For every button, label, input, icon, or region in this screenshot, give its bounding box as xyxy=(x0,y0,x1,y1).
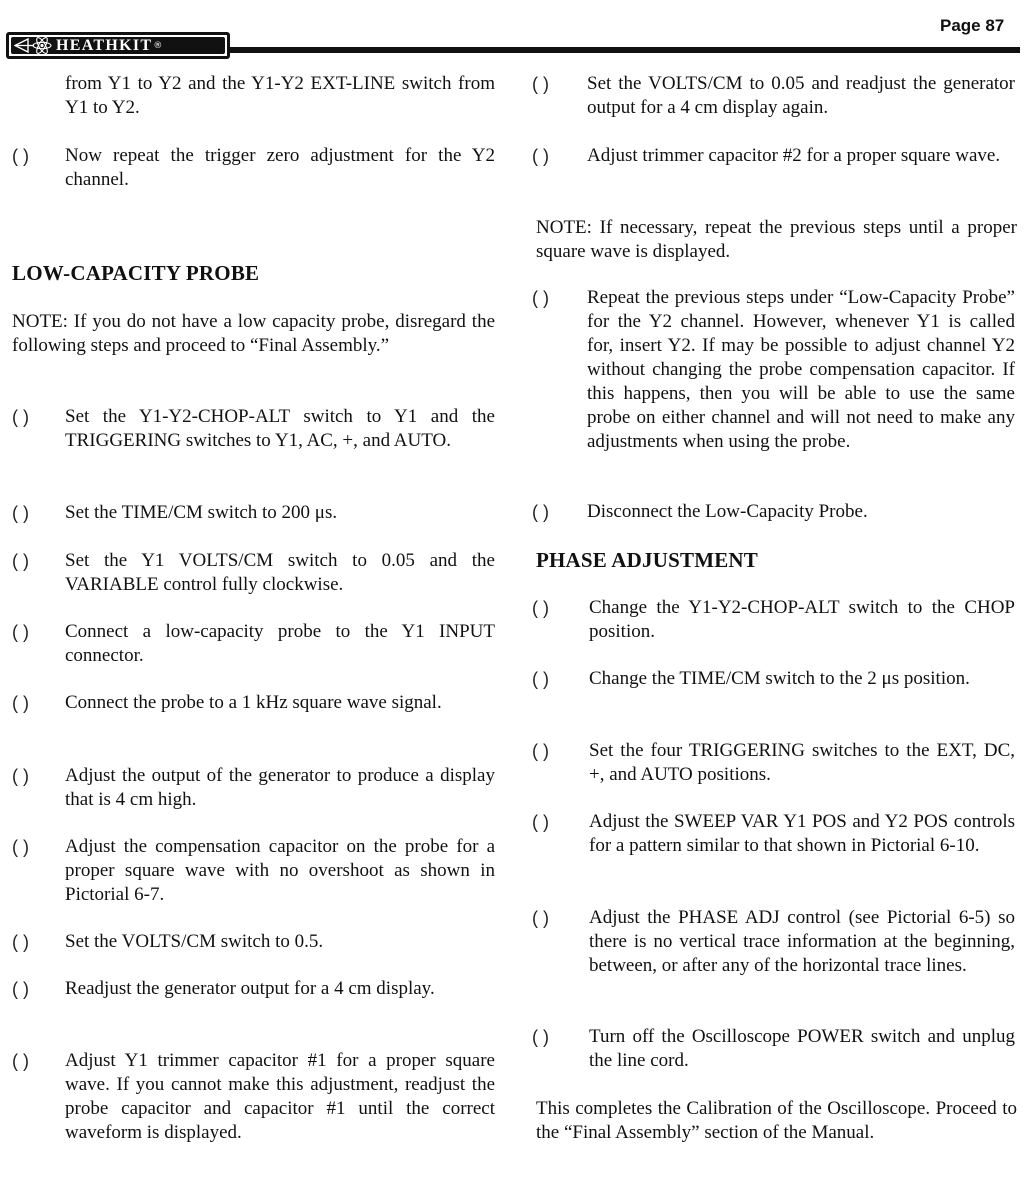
step-text: Adjust the compensation capacitor on the probe for a proper square wave with no overshoot as shown in Pictorial 6-7. xyxy=(65,836,495,905)
checkbox[interactable]: ( ) xyxy=(532,146,549,166)
step-text: Set the Y1-Y2-CHOP-ALT switch to Y1 and the TRIGGERING switches to Y1, AC, +, and AUTO. xyxy=(65,406,495,451)
step-text: Set the VOLTS/CM switch to 0.5. xyxy=(65,931,324,952)
step-text: Change the Y1-Y2-CHOP-ALT switch to the CHOP position. xyxy=(589,597,1015,642)
checkbox[interactable]: ( ) xyxy=(12,837,29,857)
checkbox[interactable]: ( ) xyxy=(12,146,29,166)
step-text: Adjust Y1 trimmer capacitor #1 for a proper square wave. If you cannot make this adjustment, readjust the probe capacitor and capacitor #1 until the correct waveform is displayed. xyxy=(65,1050,495,1143)
checkbox[interactable]: ( ) xyxy=(12,622,29,642)
checkbox[interactable]: ( ) xyxy=(12,551,29,571)
step-text: Adjust the SWEEP VAR Y1 POS and Y2 POS controls for a pattern similar to that shown in Pictorial 6-10. xyxy=(589,811,1015,856)
step-text: Connect a low-capacity probe to the Y1 INPUT connector. xyxy=(65,621,495,666)
section-title-phase-adjustment: PHASE ADJUSTMENT xyxy=(536,548,758,572)
step-text: Turn off the Oscilloscope POWER switch and unplug the line cord. xyxy=(589,1026,1015,1071)
checkbox[interactable]: ( ) xyxy=(532,74,549,94)
step-text: Adjust the output of the generator to produce a display that is 4 cm high. xyxy=(65,765,495,810)
step-text: Set the Y1 VOLTS/CM switch to 0.05 and the VARIABLE control fully clockwise. xyxy=(65,550,495,595)
step-text: Connect the probe to a 1 kHz square wave signal. xyxy=(65,692,442,713)
checkbox[interactable]: ( ) xyxy=(12,979,29,999)
checkbox[interactable]: ( ) xyxy=(532,288,549,308)
registered-mark: ® xyxy=(153,40,163,51)
checkbox[interactable]: ( ) xyxy=(12,407,29,427)
step-text: Set the TIME/CM switch to 200 μs. xyxy=(65,502,338,523)
checkbox[interactable]: ( ) xyxy=(532,502,549,522)
step-text: Disconnect the Low-Capacity Probe. xyxy=(587,501,868,522)
step-text: Now repeat the trigger zero adjustment for the Y2 channel. xyxy=(65,145,495,190)
checkbox[interactable]: ( ) xyxy=(12,503,29,523)
checkbox[interactable]: ( ) xyxy=(532,598,549,618)
checkbox[interactable]: ( ) xyxy=(532,1027,549,1047)
heathkit-logo xyxy=(6,32,230,59)
checkbox[interactable]: ( ) xyxy=(12,693,29,713)
checkbox[interactable]: ( ) xyxy=(532,812,549,832)
checkbox[interactable]: ( ) xyxy=(12,932,29,952)
step-text: Change the TIME/CM switch to the 2 μs position. xyxy=(589,668,970,689)
brand-name: HEATHKIT xyxy=(56,36,153,54)
step-text: Set the four TRIGGERING switches to the EXT, DC, +, and AUTO positions. xyxy=(589,740,1015,785)
step-text: Readjust the generator output for a 4 cm display. xyxy=(65,978,435,999)
atom-logo-icon xyxy=(14,36,54,55)
step-text: Set the VOLTS/CM to 0.05 and readjust the generator output for a 4 cm display again. xyxy=(587,73,1015,118)
checkbox[interactable]: ( ) xyxy=(532,741,549,761)
checkbox[interactable]: ( ) xyxy=(12,766,29,786)
checkbox[interactable]: ( ) xyxy=(12,1051,29,1071)
step-text: Adjust the PHASE ADJ control (see Pictorial 6-5) so there is no vertical trace information at the beginning, between, or after any of the horizontal trace lines. xyxy=(589,907,1015,976)
checkbox[interactable]: ( ) xyxy=(532,669,549,689)
checkbox[interactable]: ( ) xyxy=(532,908,549,928)
section-title-low-capacity-probe: LOW-CAPACITY PROBE xyxy=(12,261,260,285)
step-text: Repeat the previous steps under “Low-Capacity Probe” for the Y2 channel. However, whenever Y1 is called for, insert Y2. If may be possible to adjust channel Y2 without changing the probe compensation capacitor. If this happens, then you will be able to use the same probe on either channel and will not need to make any adjustments when using the probe. xyxy=(587,287,1015,452)
step-text: Adjust trimmer capacitor #2 for a proper square wave. xyxy=(587,145,1001,166)
page-number: Page 87 xyxy=(940,16,1005,35)
